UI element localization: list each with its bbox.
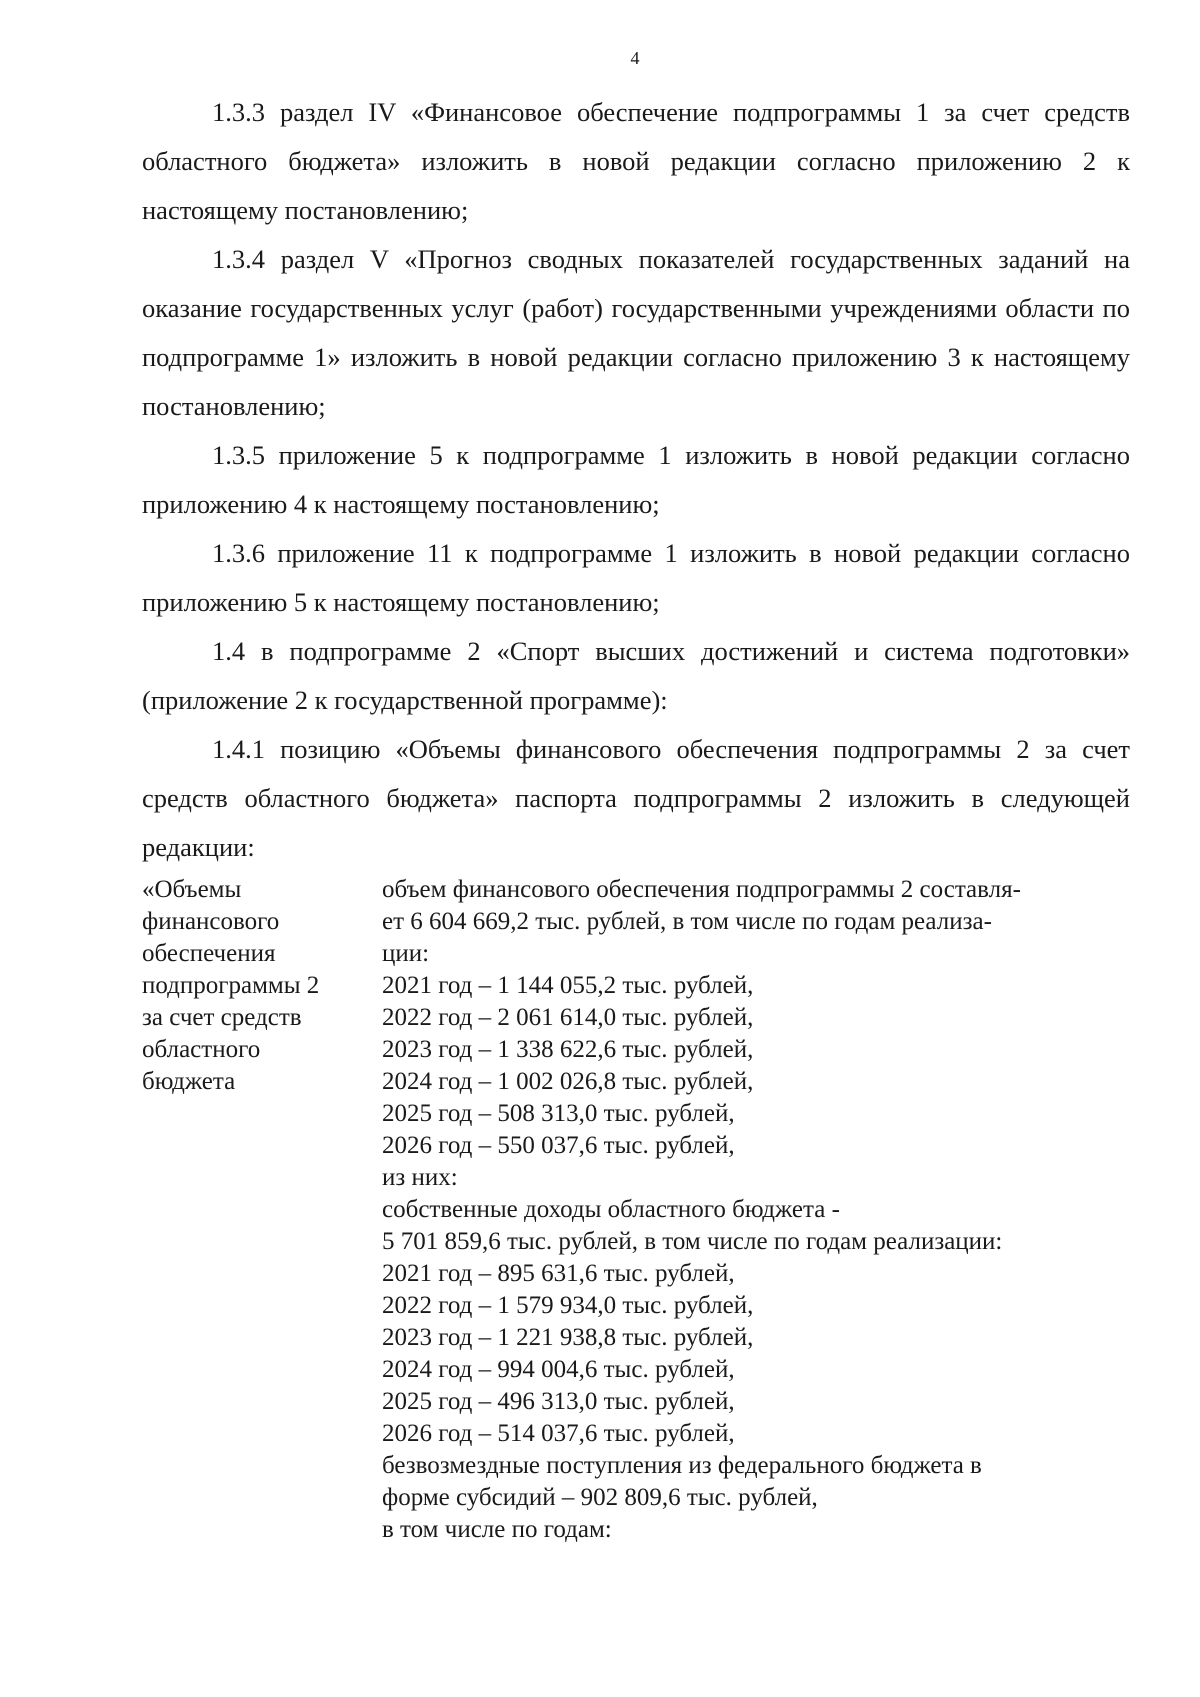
value-line: из них:: [382, 1164, 458, 1191]
value-line: в том числе по годам:: [382, 1516, 612, 1543]
value-line: безвозмездные поступления из федерального бюджета в: [382, 1452, 982, 1479]
value-line: ет 6 604 669,2 тыс. рублей, в том числе по годам реализа-: [382, 908, 992, 935]
page-number: 4: [630, 48, 640, 68]
label-line: обеспечения: [142, 940, 276, 967]
value-line: 2026 год – 550 037,6 тыс. рублей,: [382, 1132, 735, 1159]
value-line: 2025 год – 508 313,0 тыс. рублей,: [382, 1100, 735, 1127]
value-line: 2024 год – 1 002 026,8 тыс. рублей,: [382, 1068, 754, 1095]
value-line: 2022 год – 2 061 614,0 тыс. рублей,: [382, 1004, 754, 1031]
value-line: собственные доходы областного бюджета -: [382, 1196, 840, 1223]
document-body: [142, 88, 1130, 872]
paragraph-1-3-3: 1.3.3 раздел IV «Финансовое обеспечение подпрограммы 1 за счет средств областного бюджета» изложить в новой редакции согласно приложению 2 к настоящему постановлению;: [142, 97, 1130, 225]
paragraph-1-3-6: 1.3.6 приложение 11 к подпрограмме 1 изложить в новой редакции согласно приложению 5 к настоящему постановлению;: [142, 538, 1130, 617]
value-line: 2022 год – 1 579 934,0 тыс. рублей,: [382, 1292, 754, 1319]
passport-value-column: [382, 874, 1142, 1546]
value-line: форме субсидий – 902 809,6 тыс. рублей,: [382, 1484, 818, 1511]
paragraph-1-4-1: 1.4.1 позицию «Объемы финансового обеспечения подпрограммы 2 за счет средств областного бюджета» паспорта подпрограммы 2 изложить в следующей редакции:: [142, 734, 1130, 862]
value-line: 2026 год – 514 037,6 тыс. рублей,: [382, 1420, 735, 1447]
passport-label-column: [142, 874, 382, 1546]
label-line: бюджета: [142, 1068, 236, 1095]
paragraph-1-3-4: 1.3.4 раздел V «Прогноз сводных показателей государственных заданий на оказание государственных услуг (работ) государственными учреждениями области по подпрограмме 1» изложить в новой редакции согласно приложению 3 к настоящему постановлению;: [142, 244, 1130, 421]
value-line: объем финансового обеспечения подпрограммы 2 составля-: [382, 876, 1021, 903]
paragraph-1-3-5: 1.3.5 приложение 5 к подпрограмме 1 изложить в новой редакции согласно приложению 4 к настоящему постановлению;: [142, 440, 1130, 519]
label-line: финансового: [142, 908, 280, 935]
value-line: 2021 год – 895 631,6 тыс. рублей,: [382, 1260, 735, 1287]
value-line: 2025 год – 496 313,0 тыс. рублей,: [382, 1388, 735, 1415]
value-line: 5 701 859,6 тыс. рублей, в том числе по годам реализации:: [382, 1228, 1003, 1255]
label-line: «Объемы: [142, 876, 242, 903]
label-line: областного: [142, 1036, 261, 1063]
value-line: 2023 год – 1 221 938,8 тыс. рублей,: [382, 1324, 754, 1351]
value-line: ции:: [382, 940, 430, 967]
paragraph-1-4: 1.4 в подпрограмме 2 «Спорт высших достижений и система подготовки» (приложение 2 к государственной программе):: [142, 636, 1130, 715]
value-line: 2023 год – 1 338 622,6 тыс. рублей,: [382, 1036, 754, 1063]
label-line: подпрограммы 2: [142, 972, 320, 999]
value-line: 2021 год – 1 144 055,2 тыс. рублей,: [382, 972, 754, 999]
passport-table: [142, 874, 1142, 1546]
value-line: 2024 год – 994 004,6 тыс. рублей,: [382, 1356, 735, 1383]
label-line: за счет средств: [142, 1004, 302, 1031]
